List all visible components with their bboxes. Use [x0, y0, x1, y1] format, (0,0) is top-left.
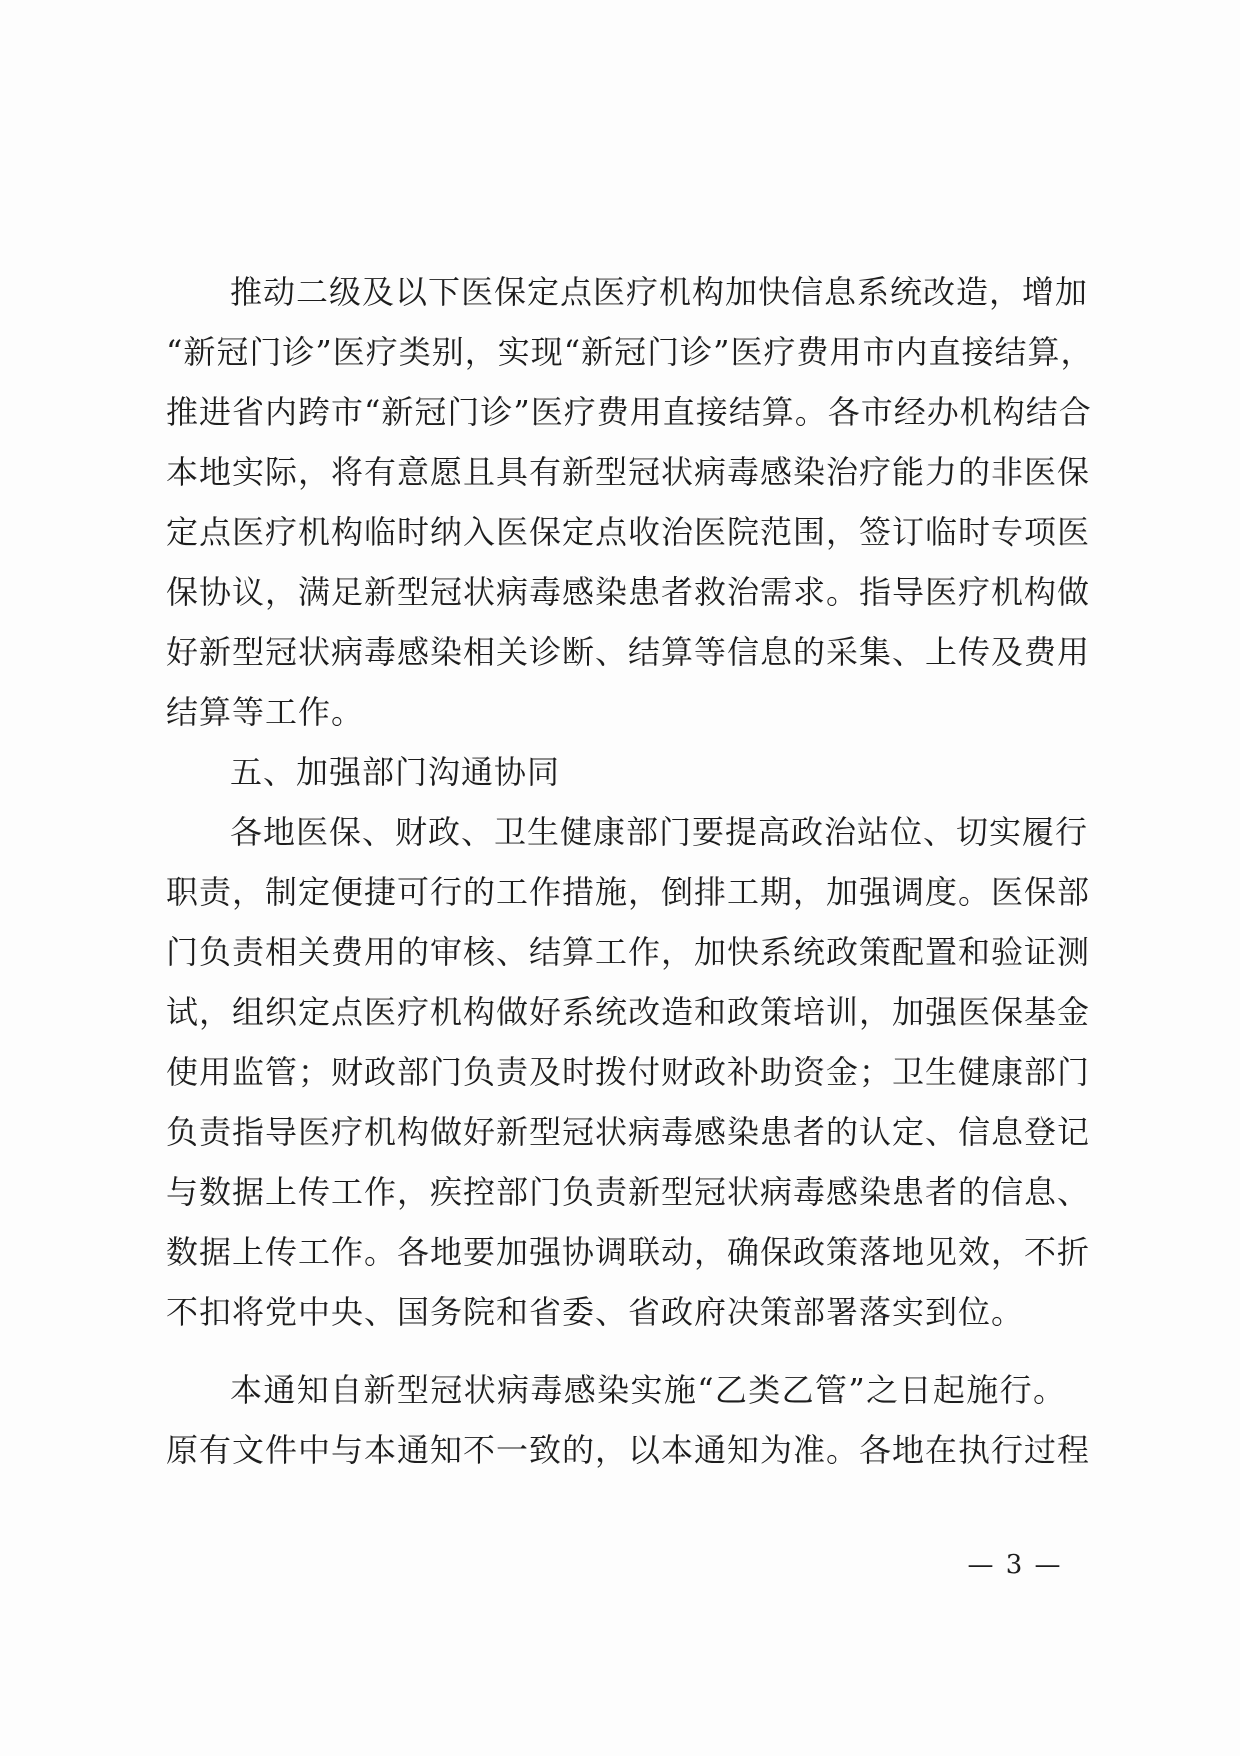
paragraph-line: 门负责相关费用的审核、结算工作，加快系统政策配置和验证测	[166, 933, 1091, 971]
paragraph-line: 数据上传工作。各地要加强协调联动，确保政策落地见效，不折	[166, 1233, 1091, 1271]
paragraph-line: 试，组织定点医疗机构做好系统改造和政策培训，加强医保基金	[166, 993, 1091, 1031]
paragraph-line: 定点医疗机构临时纳入医保定点收治医院范围，签订临时专项医	[166, 513, 1091, 551]
paragraph-line: 各地医保、财政、卫生健康部门要提高政治站位、切实履行	[230, 813, 1089, 851]
paragraph-line: 推进省内跨市“新冠门诊”医疗费用直接结算。各市经办机构结合	[166, 393, 1092, 431]
document-body	[166, 262, 1094, 1480]
paragraph-spacer	[166, 1342, 1066, 1360]
paragraph-line: 职责，制定便捷可行的工作措施，倒排工期，加强调度。医保部	[166, 873, 1091, 911]
paragraph-line: “新冠门诊”医疗类别，实现“新冠门诊”医疗费用市内直接结算，	[166, 333, 1094, 371]
paragraph-line: 推动二级及以下医保定点医疗机构加快信息系统改造，增加	[230, 273, 1089, 311]
paragraph-line: 本通知自新型冠状病毒感染实施“乙类乙管”之日起施行。	[230, 1371, 1066, 1409]
paragraph-line: 本地实际，将有意愿且具有新型冠状病毒感染治疗能力的非医保	[166, 453, 1091, 491]
section-heading: 五、加强部门沟通协同	[230, 753, 561, 791]
paragraph-line: 使用监管；财政部门负责及时拨付财政补助资金；卫生健康部门	[166, 1053, 1091, 1091]
paragraph-line: 原有文件中与本通知不一致的，以本通知为准。各地在执行过程	[166, 1431, 1091, 1469]
paragraph-line: 好新型冠状病毒感染相关诊断、结算等信息的采集、上传及费用	[166, 633, 1091, 671]
page-number: — 3 —	[967, 1550, 1063, 1580]
paragraph-line: 结算等工作。	[166, 693, 365, 731]
paragraph-line: 不扣将党中央、国务院和省委、省政府决策部署落实到位。	[166, 1293, 1025, 1331]
paragraph-line: 与数据上传工作，疾控部门负责新型冠状病毒感染患者的信息、	[166, 1173, 1091, 1211]
paragraph-line: 保协议，满足新型冠状病毒感染患者救治需求。指导医疗机构做	[166, 573, 1091, 611]
paragraph-line: 负责指导医疗机构做好新型冠状病毒感染患者的认定、信息登记	[166, 1113, 1091, 1151]
